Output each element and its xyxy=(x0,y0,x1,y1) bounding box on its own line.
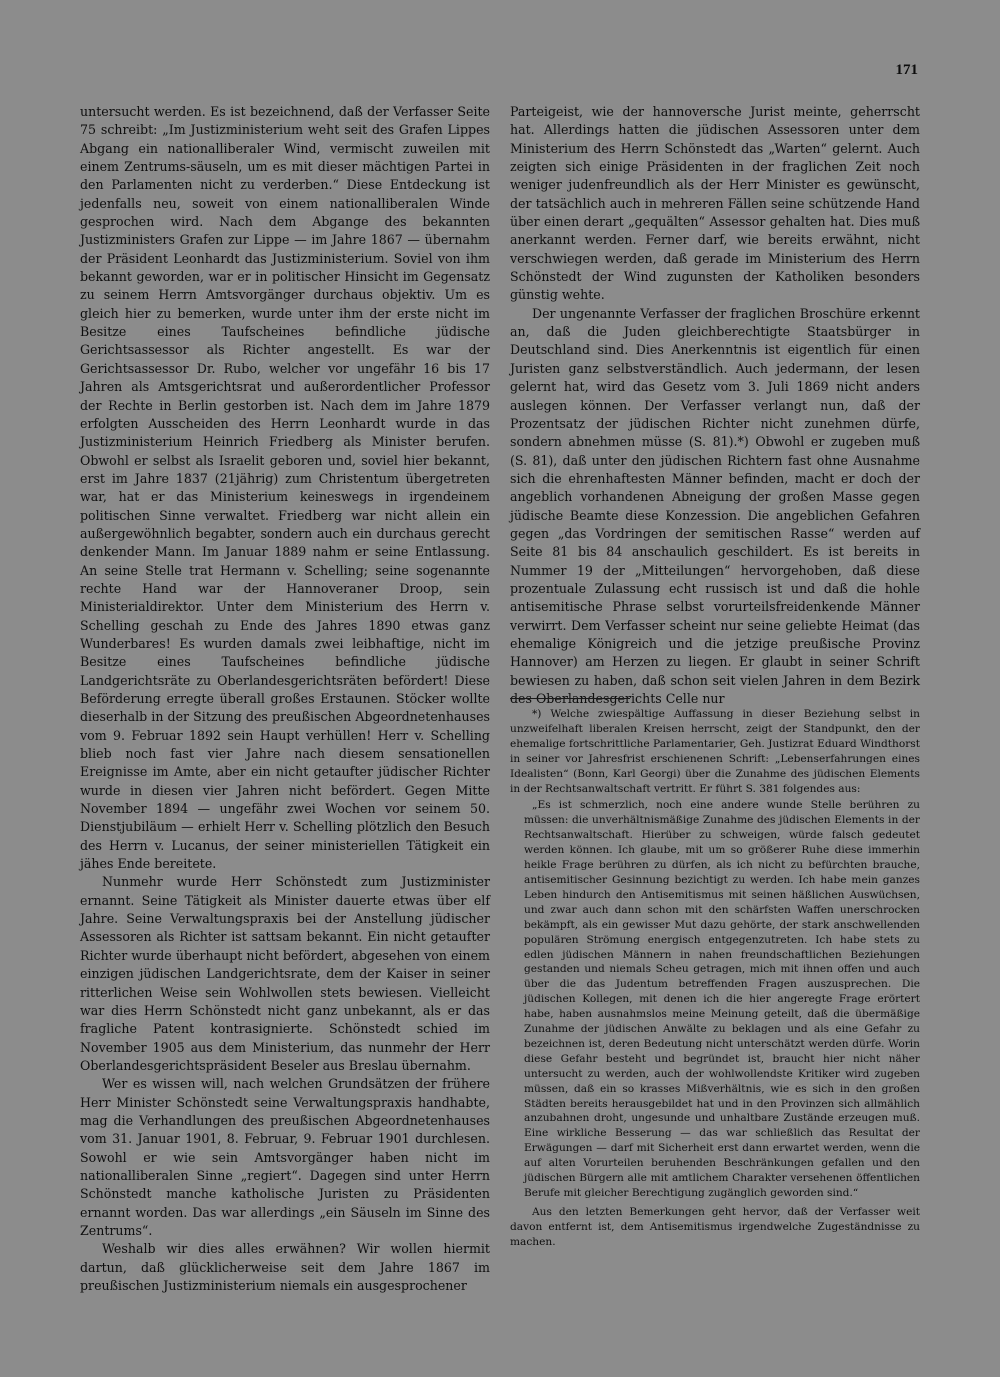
right-column xyxy=(510,103,920,708)
footnote-quote: „Es ist schmerzlich, noch eine andere wunde Stelle berühren zu müssen: die unverhältnismäßige Zunahme des jüdischen Elements in der Rechtsanwaltschaft. Hierüber zu schweigen, würde falsch gedeutet werden können. Ich glaube, mit um so größerer Ruhe diese immerhin heikle Frage berühren zu dürfen, als ich nicht zu befürchten brauche, antisemitischer Gesinnung bezichtigt zu werden. Ich habe mein ganzes Leben hindurch den Antisemitismus mit seinen häßlichen Auswüchsen, und zwar auch dann schon mit den schärfsten Waffen unerschrocken bekämpft, als ein gewisser Mut dazu gehörte, der stark anschwellenden populären Strömung energisch entgegenzutreten. Ich habe stets zu edlen jüdischen Männern in nahen freundschaftlichen Beziehungen gestanden und niemals Scheu getragen, mich mit ihnen offen und auch über die das Judentum betreffenden Fragen auszusprechen. Die jüdischen Kollegen, mit denen ich die hier angeregte Frage erörtert habe, haben ausnahmslos meine Meinung geteilt, daß die übermäßige Zunahme der jüdischen Anwälte zu beklagen und als eine Gefahr zu bezeichnen ist, deren Bedeutung nicht unterschätzt werden dürfe. Worin diese Gefahr besteht und begründet ist, braucht hier nicht näher untersucht zu werden, auch der wohlwollendste Kritiker wird zugeben müssen, daß ein so krasses Mißverhältnis, wie es sich in den großen Städten bereits herausgebildet hat und in den Provinzen sich allmählich anzubahnen droht, ungesunde und unhaltbare Zustände erzeugen muß. Eine wirkliche Besserung — das war schließlich das Resultat der Erwägungen — darf mit Sicherheit erst dann erwartet werden, wenn die auf alten Vorurteilen beruhenden Beschränkungen gefallen und den jüdischen Bürgern alle mit amtlichem Charakter versehenen öffentlichen Berufe mit gleicher Berechtigung zugänglich geworden sind.“ xyxy=(524,799,920,1199)
footnote-tail: Aus den letzten Bemerkungen geht hervor, daß der Verfasser weit davon entfernt ist, dem Antisemitismus irgendwelche Zugeständnisse zu machen. xyxy=(510,1205,920,1248)
paragraph: Weshalb wir dies alles erwähnen? Wir wollen hiermit dartun, daß glücklicherweise seit dem Jahre 1867 im preußischen Justizministerium niemals ein ausgesprochener xyxy=(80,1241,490,1293)
footnote-intro: *) Welche zwiespältige Auffassung in dieser Beziehung selbst in unzweifelhaft liberalen Kreisen herrscht, zeigt der Standpunkt, den der ehemalige fortschrittliche Parlamentarier, Geh. Justizrat Eduard Windthorst in seiner vor Jahresfrist erschienenen Schrift: „Lebenserfahrungen eines Idealisten“ (Bonn, Karl Georgi) über die Zunahme des jüdischen Elements in der Rechtsanwaltschaft vertritt. Er führt S. 381 folgendes aus: xyxy=(510,708,920,795)
left-column xyxy=(80,103,490,1295)
paragraph: Parteigeist, wie der hannoversche Jurist meinte, geherrscht hat. Allerdings hatten die jüdischen Assessoren unter dem Ministerium des Herrn Schönstedt das „Warten“ gelernt. Auch zeigten sich einige Präsidenten in der fraglichen Zeit noch weniger judenfreundlich als der Herr Minister es gewünscht, der tatsächlich auch in mehreren Fällen seine schützende Hand über einen derart „gequälten“ Assessor gehalten hat. Dies muß anerkannt werden. Ferner darf, wie bereits erwähnt, nicht verschwiegen werden, daß gerade im Ministerium des Herrn Schönstedt der Wind zugunsten der Katholiken besonders günstig wehte. xyxy=(510,104,920,303)
paragraph: Der ungenannte Verfasser der fraglichen Broschüre erkennt an, daß die Juden gleichberechtigte Staatsbürger in Deutschland sind. Dies Anerkenntnis ist eigentlich für einen Juristen ganz selbstverständlich. Auch jedermann, der lesen gelernt hat, wird das Gesetz vom 3. Juli 1869 nicht anders auslegen können. Der Verfasser verlangt nun, daß der Prozentsatz der jüdischen Richter nicht zunehmen dürfe, sondern abnehmen müsse (S. 81).*) Obwohl er zugeben muß (S. 81), daß unter den jüdischen Richtern fast ohne Ausnahme sich die ehrenhaftesten Männer befinden, macht er doch der angeblich vorhandenen Abneigung der großen Masse gegen jüdische Beamte diese Konzession. Die angeblichen Gefahren gegen „das Vordringen der semitischen Rasse“ werden auf Seite 81 bis 84 anschaulich geschildert. Es ist bereits in Nummer 19 der „Mitteilungen“ hervorgehoben, daß diese prozentuale Zulassung echt russisch ist und daß die hohle antisemitische Phrase selbst vorurteilsfreidenkende Männer verwirrt. Dem Verfasser scheint nur seine geliebte Heimat (das ehemalige Königreich und die jetzige preußische Provinz Hannover) am Herzen zu liegen. Er glaubt in seiner Schrift bewiesen zu haben, daß schon seit vielen Jahren in dem Bezirk des Oberlandesgerichts Celle nur xyxy=(510,305,920,706)
footnote-divider xyxy=(510,698,630,699)
paragraph: Wer es wissen will, nach welchen Grundsätzen der frühere Herr Minister Schönstedt seine Verwaltungspraxis handhabte, mag die Verhandlungen des preußischen Abgeordnetenhauses vom 31. Januar 1901, 8. Februar, 9. Februar 1901 durchlesen. Sowohl er wie sein Amtsvorgänger haben nicht im nationalliberalen Sinne „regiert“. Dagegen sind unter Herrn Schönstedt manche katholische Juristen zu Präsidenten ernannt worden. Das war allerdings „ein Säuseln im Sinne des Zentrums“. xyxy=(80,1076,490,1238)
page-number: 171 xyxy=(895,62,918,78)
footnote xyxy=(510,707,920,1252)
paragraph: Nunmehr wurde Herr Schönstedt zum Justizminister ernannt. Seine Tätigkeit als Minister dauerte etwas über elf Jahre. Seine Verwaltungspraxis bei der Anstellung jüdischer Assessoren als Richter ist sattsam bekannt. Ein nicht getaufter Richter wurde überhaupt nicht befördert, abgesehen von einem einzigen jüdischen Landgerichtsrate, dem der Kaiser in seiner ritterlichen Weise sein Wohlwollen stets bewiesen. Vielleicht war dies Herrn Schönstedt nicht ganz unbekannt, als er das fragliche Patent kontrasignierte. Schönstedt schied im November 1905 aus dem Ministerium, das nunmehr der Herr Oberlandesgerichtspräsident Beseler aus Breslau übernahm. xyxy=(80,874,490,1073)
paragraph: untersucht werden. Es ist bezeichnend, daß der Verfasser Seite 75 schreibt: „Im Justizministerium weht seit des Grafen Lippes Abgang ein nationalliberaler Wind, vermischt zuweilen mit einem Zentrums-säuseln, um es mit dieser mächtigen Partei in den Parlamenten nicht zu verderben.“ Diese Entdeckung ist jedenfalls neu, soweit von einem nationalliberalen Winde gesprochen wird. Nach dem Abgange des bekannten Justizministers Grafen zur Lippe — im Jahre 1867 — übernahm der Präsident Leonhardt das Justizministerium. Soviel von ihm bekannt geworden, war er in politischer Hinsicht im Gegensatz zu seinem Herrn Amtsvorgänger durchaus objektiv. Um es gleich hier zu bemerken, wurde unter ihm der erste nicht im Besitze eines Taufscheines befindliche jüdische Gerichtsassessor als Richter angestellt. Es war der Gerichtsassessor Dr. Rubo, welcher vor ungefähr 16 bis 17 Jahren als Amtsgerichtsrat und außerordentlicher Professor der Rechte in Berlin gestorben ist. Nach dem im Jahre 1879 erfolgten Ausscheiden des Herrn Leonhardt wurde in das Justizministerium Heinrich Friedberg als Minister berufen. Obwohl er selbst als Israelit geboren und, soviel hier bekannt, erst im Jahre 1837 (21jährig) zum Christentum übergetreten war, hat er das Ministerium keineswegs in irgendeinem politischen Sinne verwaltet. Friedberg war nicht allein ein außergewöhnlich begabter, sondern auch ein durchaus gerecht denkender Mann. Im Januar 1889 nahm er seine Entlassung. An seine Stelle trat Hermann v. Schelling; seine sogenannte rechte Hand war der Hannoveraner Droop, sein Ministerialdirektor. Unter dem Ministerium des Herrn v. Schelling geschah zu Ende des Jahres 1890 etwas ganz Wunderbares! Es wurden damals zwei leibhaftige, nicht im Besitze eines Taufscheines befindliche jüdische Landgerichtsräte zu Oberlandesgerichtsräten befördert! Diese Beförderung erregte überall großes Erstaunen. Stöcker wollte dieserhalb in der Sitzung des preußischen Abgeordnetenhauses vom 9. Februar 1892 sein Haupt verhüllen! Herr v. Schelling blieb noch fast vier Jahre nach diesem sensationellen Ereignisse im Amte, aber ein nicht getaufter jüdischer Richter wurde in diesen vier Jahren nicht befördert. Gegen Mitte November 1894 — ungefähr zwei Wochen vor seinem 50. Dienstjubiläum — erhielt Herr v. Schelling plötzlich den Besuch des Herrn v. Lucanus, der seiner ministeriellen Tätigkeit ein jähes Ende bereitete. xyxy=(80,104,490,872)
